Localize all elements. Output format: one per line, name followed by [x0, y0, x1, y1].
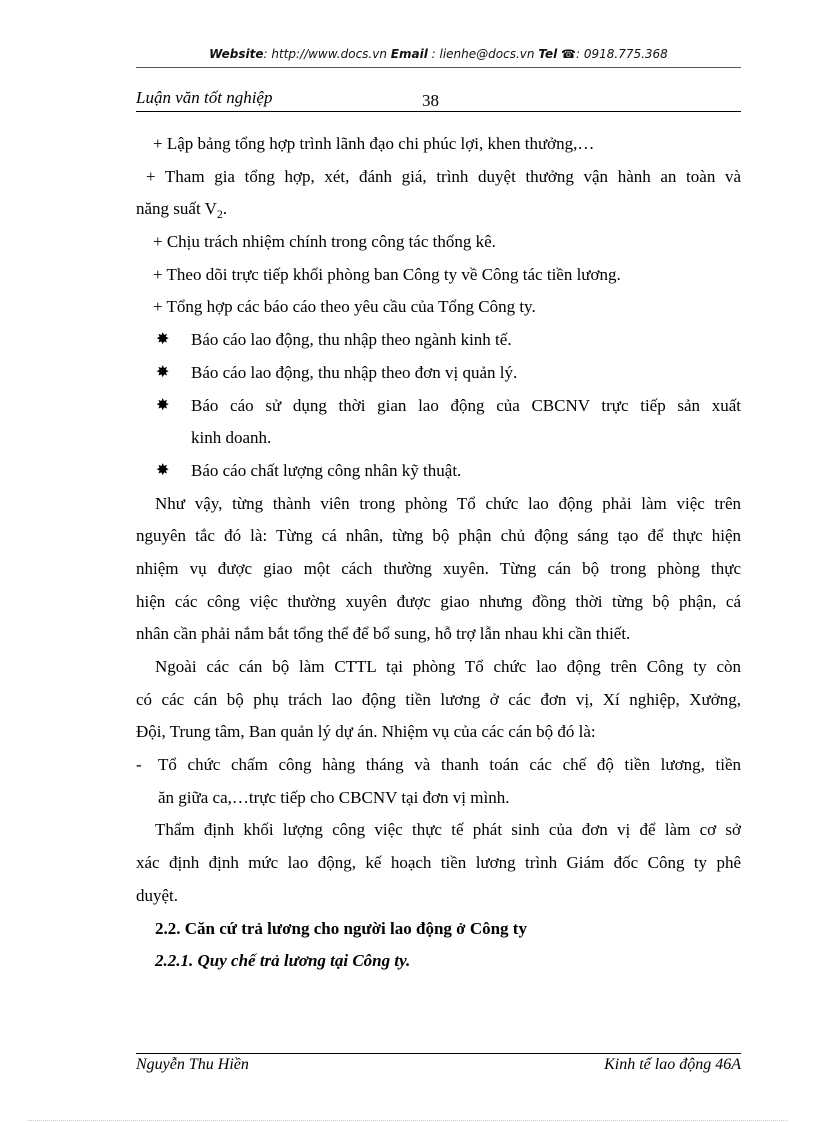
text-line: + Chịu trách nhiệm chính trong công tác thống kê.: [153, 232, 496, 252]
asterisk-bullet-icon: ✸: [156, 331, 170, 349]
text-line: ăn giữa ca,…trực tiếp cho CBCNV tại đơn vị mình.: [158, 787, 510, 807]
bullet-item: [136, 455, 741, 488]
text-segment: .: [222, 199, 228, 219]
text-line: nguyên tắc đó là: Từng cá nhân, từng bộ phận chủ động sáng tạo để thực hiện: [136, 526, 741, 546]
phone-icon: ☎: [561, 47, 576, 61]
email-value[interactable]: : lienhe@docs.vn: [431, 47, 535, 61]
text-line: Đội, Trung tâm, Ban quản lý dự án. Nhiệm vụ của các cán bộ đó là:: [136, 722, 596, 742]
subscript: 2: [216, 207, 223, 222]
text-line: + Lập bảng tổng hợp trình lãnh đạo chi phúc lợi, khen thưởng,…: [153, 134, 595, 153]
website-value[interactable]: : http://www.docs.vn: [263, 47, 387, 61]
bullet-text: Báo cáo chất lượng công nhân kỹ thuật.: [191, 460, 462, 480]
text-line: kinh doanh.: [191, 428, 272, 448]
text-line: Thẩm định khối lượng công việc thực tế phát sinh của đơn vị để làm cơ sở: [155, 820, 741, 840]
bullet-item: [136, 324, 741, 357]
subsection-heading: 2.2.1. Quy chế trả lương tại Công ty.: [155, 951, 411, 971]
bullet-item: [136, 390, 741, 423]
text-segment: năng suất V: [136, 199, 217, 219]
text-line: hiện các công việc thường xuyên được giao nhưng đồng thời từng bộ phận, cá: [136, 591, 741, 611]
text-line: + Tổng hợp các báo cáo theo yêu cầu của Tổng Công ty.: [153, 297, 536, 317]
page-edge-dots: [28, 1120, 788, 1121]
text-line: + Tham gia tổng hợp, xét, đánh giá, trình duyệt thưởng vận hành an toàn và: [146, 166, 741, 186]
footer-major: Kinh tế lao động 46A: [604, 1056, 741, 1073]
bullet-text: Báo cáo sử dụng thời gian lao động của CBCNV trực tiếp sản xuất: [191, 395, 741, 415]
header-divider: [136, 67, 741, 68]
running-head-divider: [136, 111, 741, 112]
page-number: 38: [422, 91, 439, 110]
text-line: có các cán bộ phụ trách lao động tiền lương ở các đơn vị, Xí nghiệp, Xưởng,: [136, 689, 741, 709]
footer-author: Nguyễn Thu Hiền: [136, 1056, 249, 1073]
text-line: Như vậy, từng thành viên trong phòng Tổ chức lao động phải làm việc trên: [155, 493, 741, 513]
website-label: Website: [209, 47, 264, 61]
tel-value: : 0918.775.368: [575, 47, 668, 61]
running-title: Luận văn tốt nghiệp: [136, 88, 273, 107]
tel-label: Tel: [538, 47, 558, 61]
text-line: duyệt.: [136, 885, 179, 905]
text-line: Ngoài các cán bộ làm CTTL tại phòng Tổ chức lao động trên Công ty còn: [155, 657, 741, 676]
text-line: xác định định mức lao động, kế hoạch tiền lương trình Giám đốc Công ty phê: [136, 853, 741, 873]
dash-text: Tổ chức chấm công hàng tháng và thanh toán các chế độ tiền lương, tiền: [158, 755, 741, 775]
dash-bullet: -: [136, 755, 142, 775]
bullet-text: Báo cáo lao động, thu nhập theo đơn vị quản lý.: [191, 362, 518, 382]
bullet-item: [136, 357, 741, 390]
asterisk-bullet-icon: ✸: [156, 363, 170, 381]
site-header: [136, 47, 741, 61]
text-line: [136, 193, 741, 226]
asterisk-bullet-icon: ✸: [156, 461, 170, 479]
footer-divider: [136, 1053, 741, 1054]
page-body: [136, 128, 741, 978]
section-heading: 2.2. Căn cứ trả lương cho người lao động ở Công ty: [155, 918, 527, 938]
bullet-text: Báo cáo lao động, thu nhập theo ngành kinh tế.: [191, 330, 512, 350]
text-line: + Theo dõi trực tiếp khối phòng ban Công ty về Công tác tiền lương.: [153, 264, 621, 284]
text-line: nhiệm vụ được giao một cách thường xuyên. Từng cán bộ trong phòng thực: [136, 558, 741, 578]
email-label: Email: [390, 47, 428, 61]
asterisk-bullet-icon: ✸: [156, 396, 170, 414]
text-line: nhân cần phải nắm bắt tổng thể để bổ sung, hỗ trợ lẫn nhau khi cần thiết.: [136, 624, 631, 644]
dash-item: [136, 749, 741, 782]
